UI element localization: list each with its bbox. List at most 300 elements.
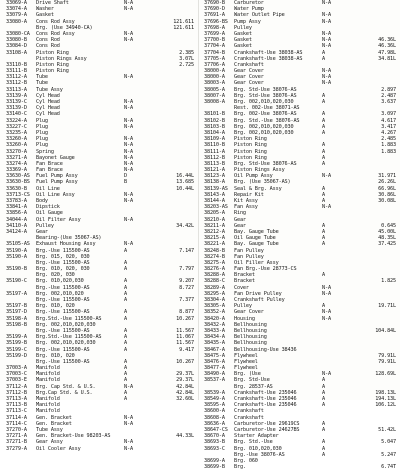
part-description: Brg. Std.-Use (234, 439, 273, 446)
part-description: Piston Ring (36, 61, 69, 68)
part-description: Brg. 002,010,020,030 (234, 129, 294, 136)
part-number: 33139-C (6, 99, 27, 105)
part-number: 38420-A (204, 315, 225, 322)
part-description: Pulley (234, 303, 252, 310)
part-description: Body (36, 198, 48, 204)
part-description: Oil Pump Assy (234, 173, 273, 180)
part-price: 30.08L (378, 198, 396, 204)
availability-code: N-A (124, 191, 133, 198)
part-description: Washer (36, 6, 54, 13)
part-description: Manifold (36, 396, 60, 402)
part-description: Fuel Pump Assy (36, 179, 78, 186)
part-number: 38003-A (204, 80, 225, 87)
part-price: 4.267 (381, 129, 396, 136)
availability-code: A (322, 389, 325, 396)
part-description: Cover (234, 284, 249, 291)
availability-code: A (124, 309, 127, 316)
part-description: Starter Adapter (234, 433, 279, 440)
part-number: 38476-A (204, 358, 225, 365)
availability-code: N-A (124, 6, 133, 13)
part-number: 37690-B (204, 0, 225, 6)
availability-code: N-A (124, 37, 133, 44)
part-number: 38304-A (204, 297, 225, 303)
part-number: 38111-A (204, 148, 225, 155)
part-price: 106.12L (375, 402, 396, 409)
part-number: 33111-B (6, 68, 27, 75)
availability-code: N-A (322, 315, 331, 322)
part-number: 37706-A (204, 61, 225, 68)
part-number: 33274-A (6, 160, 27, 167)
part-price: 7.147 (179, 247, 194, 254)
part-price: 6.74T (381, 464, 396, 470)
part-number: 35199-C (6, 346, 27, 353)
part-description: Gen. Bracket-Use 98203-AS (36, 433, 111, 440)
part-description: Crankshaft (234, 61, 264, 68)
part-description: Flywheel (234, 352, 258, 359)
part-description: Brg. 010, 020 (36, 352, 75, 359)
part-price: 2.385 (179, 49, 194, 56)
part-description: Gasket (36, 12, 54, 19)
part-number: 38467-A (204, 346, 225, 353)
part-description: Brg. 010, 020 (36, 303, 75, 310)
part-description: Piston Rings Assy (36, 55, 87, 62)
availability-code: A (322, 396, 325, 402)
availability-code: A (124, 334, 127, 341)
part-number: 38139-AS (204, 185, 228, 192)
part-description: Oil Filter Assy (36, 216, 81, 223)
part-number: 38143-A (204, 191, 225, 198)
part-number: 35197-A (6, 290, 27, 297)
availability-code: N-A (124, 414, 133, 421)
part-number: 38352-A (204, 309, 225, 316)
availability-code: N-A (124, 383, 133, 390)
part-description: Manifold (36, 408, 60, 415)
availability-code: A (124, 327, 127, 334)
part-price: 121.611 (173, 24, 194, 31)
part-price: 42.84L (176, 383, 194, 390)
availability-code: A (124, 377, 127, 384)
part-price: 7.797 (179, 266, 194, 273)
part-price: 45.00L (378, 228, 396, 235)
availability-code: N-A (124, 420, 133, 427)
part-number: 37698-A (204, 24, 225, 31)
availability-code: A (322, 445, 325, 452)
part-description: Gear Cover (234, 309, 264, 316)
availability-code: N-A (322, 18, 331, 25)
parts-column-right (204, 0, 396, 470)
part-description: Brg. Std-Use 38076-AS (234, 92, 297, 99)
availability-code: A (322, 222, 325, 229)
part-number: 37705-A (204, 55, 225, 62)
availability-code: N-A (124, 160, 133, 167)
part-number: 35190-A (6, 247, 27, 254)
part-number: 38670-A (204, 433, 225, 440)
part-number: 38595-A (204, 402, 225, 409)
part-number: 38000-A (204, 68, 225, 75)
part-number: 33079-A (6, 12, 27, 19)
part-number: 38008-A (204, 99, 225, 105)
availability-code: A (322, 111, 325, 118)
part-price: 104.84L (375, 327, 396, 334)
part-description: Piston Ring (234, 136, 267, 143)
part-number: 37690-D (204, 6, 225, 13)
part-number: 37696-BS (204, 18, 228, 25)
part-description: Bellhousing (234, 334, 267, 341)
part-description: Brg.-Use 115500-AS (36, 259, 90, 266)
part-price: 51.42L (378, 426, 396, 433)
part-price: 11.067 (176, 334, 194, 341)
availability-code: A (322, 191, 325, 198)
part-number: 38113-B (204, 160, 225, 167)
part-price: 2.897 (381, 86, 396, 93)
part-price: 1.883 (381, 142, 396, 149)
part-number: 33260-A (6, 136, 27, 143)
part-number: 37271-A (6, 433, 27, 440)
availability-code: N-A (124, 99, 133, 105)
part-number: 35198-A (6, 315, 27, 322)
part-description: Gasket (234, 37, 252, 44)
part-number: 38305-A (204, 303, 225, 310)
availability-code: A (322, 228, 325, 235)
part-number: 38600-A (204, 408, 225, 415)
part-number: 38537-A (204, 377, 225, 384)
part-number: 38289-A (204, 284, 225, 291)
part-number: 33110-B (6, 61, 27, 68)
part-description: Bellhousing-Use 38436 (234, 346, 297, 353)
availability-code: A (322, 198, 325, 204)
part-number: 38608-A (204, 414, 225, 421)
part-number: 33112-A (6, 74, 27, 81)
part-description: Bay. Gauge Tube (234, 241, 279, 248)
part-number: 33080-A (6, 18, 27, 25)
availability-code: N-A (322, 284, 331, 291)
part-price: 3.097 (381, 111, 396, 118)
part-price: 9.417 (179, 346, 194, 353)
part-description: Gasket (234, 43, 252, 50)
part-price: 11.567 (176, 340, 194, 347)
part-number: 33074-A (6, 6, 27, 13)
part-number: 34044-A (6, 216, 27, 223)
part-description: Piston Ring (234, 142, 267, 149)
part-price: 48.35L (378, 235, 396, 242)
availability-code: N-A (124, 216, 133, 223)
part-number: 38647-CS (204, 426, 228, 433)
availability-code: N-A (322, 290, 331, 297)
part-price: 29.37L (176, 377, 194, 384)
part-description: Crankshaft-Use 235046 (234, 396, 297, 402)
part-price: 0.645 (381, 222, 396, 229)
availability-code: N-A (124, 445, 133, 452)
part-price: 30.86L (378, 191, 396, 198)
part-price: 9.207 (179, 278, 194, 285)
part-number: 33112-B (6, 80, 27, 87)
part-description: Gear Cover (234, 80, 264, 87)
part-number: 37003-C (6, 371, 27, 378)
part-description: Cyl Head (36, 105, 60, 112)
part-number: 38000-A (204, 74, 225, 81)
part-description: Piston Ring (36, 68, 69, 75)
part-description: Plug (36, 117, 48, 124)
part-description: Pump Assy (234, 18, 261, 25)
part-description: Piston Ring (36, 49, 69, 56)
part-description: Gasket (234, 30, 252, 37)
part-number: 33139-D (6, 105, 27, 112)
part-number: 33260-A (6, 142, 27, 149)
part-description: Gear Assy (36, 439, 63, 446)
part-description: Brg.Cap Std. & U.S. (36, 389, 93, 396)
availability-code: A (322, 148, 325, 155)
part-number: 38549-A (204, 396, 225, 402)
part-number: 37113-C (6, 408, 27, 415)
part-number: 38101-B (204, 111, 225, 118)
part-description: Brg.-Use 115500-AS (36, 297, 90, 303)
part-number: 37112-B (6, 389, 27, 396)
part-price: 42.84L (176, 389, 194, 396)
part-number: 35190-B (6, 266, 27, 273)
part-description: Flywheel (234, 365, 258, 372)
availability-code: A (124, 266, 127, 273)
part-price: 5.247 (381, 451, 396, 458)
availability-code: A (124, 284, 127, 291)
part-number: 38477-A (204, 365, 225, 372)
availability-code: A (322, 241, 325, 248)
part-description: Gear (234, 216, 246, 223)
part-description: Bracket (234, 278, 255, 285)
part-price: 44.33L (176, 433, 194, 440)
part-description: Oil Line (36, 185, 60, 192)
part-description: Gear (234, 222, 246, 229)
availability-code: A (322, 235, 325, 242)
part-description: Manifold (36, 377, 60, 384)
part-description: Bellhousing (234, 321, 267, 328)
availability-code: D (124, 173, 127, 180)
part-description: Manifold (36, 402, 60, 409)
part-price: 79.91L (378, 358, 396, 365)
part-description: Brg. 015, 020, 030 (36, 253, 90, 260)
part-price: 66.96L (378, 185, 396, 192)
part-price: 3.07L (179, 55, 194, 62)
part-description: Seal & Brg. Assy (234, 185, 282, 192)
availability-code: A (322, 129, 325, 136)
part-description: Brg.-Use 115500-AS (36, 358, 90, 365)
part-number: 37270-A (6, 426, 27, 433)
part-number: 33108-A (6, 49, 27, 56)
part-number: 33856-A (6, 210, 27, 217)
part-description: Brg. 002,010,020,030 (234, 123, 294, 130)
part-description: Brg. 002,010,020,030 (36, 321, 96, 328)
part-price: 31.971 (378, 173, 396, 180)
part-description: Brg. 002,010,020,030 (36, 340, 96, 347)
part-number: 33270-A (6, 148, 27, 155)
part-description: Cons Rod Assy (36, 30, 75, 37)
part-description: Fuel Pump Assy (36, 173, 78, 180)
part-price: 8.727 (179, 284, 194, 291)
part-description: Manifold (36, 365, 60, 372)
part-description: Carburetor-Use 24627BS (234, 426, 300, 433)
part-number: 38276-A (204, 266, 225, 273)
part-number: 37279-A (6, 445, 27, 452)
availability-code: A (322, 154, 325, 161)
part-description: Brg. Std-Use 38076-AS (234, 160, 297, 167)
availability-code: N-A (322, 30, 331, 37)
part-price: 26.26L (378, 179, 396, 186)
part-number: 35190-C (6, 278, 27, 285)
column-divider (198, 0, 199, 400)
availability-code: N-A (124, 117, 133, 124)
part-description: Plug (36, 123, 48, 130)
part-number: 37271-B (6, 439, 27, 446)
availability-code: A (322, 160, 325, 167)
availability-code: N-A (124, 136, 133, 143)
availability-code: A (124, 247, 127, 254)
availability-code: A (124, 290, 127, 297)
part-description: Fan Drive Pulley (234, 290, 282, 297)
availability-code: N-A (124, 105, 133, 112)
part-number: 35197-D (6, 309, 27, 316)
part-price: 46.36L (378, 37, 396, 44)
part-price: 5.047 (381, 439, 396, 446)
part-number: 35197-B (6, 303, 27, 310)
part-description: Repair Kit (234, 191, 264, 198)
part-description: Brg. 010, 020, 030 (36, 266, 90, 273)
part-number: 33271-A (6, 154, 27, 161)
part-number: 37704-B (204, 49, 225, 56)
part-number: 35199-D (6, 352, 27, 359)
availability-code: N-A (322, 0, 331, 6)
availability-code: N-A (322, 173, 331, 180)
part-price: 10.44L (176, 185, 194, 192)
part-description: Crankshaft-Use 38038-AS (234, 49, 303, 56)
part-number: 38434-A (204, 334, 225, 341)
part-description: Brg. 010,020,030 (234, 445, 282, 452)
part-number: 37003-E (6, 377, 27, 384)
part-number: 38490-A (204, 371, 225, 378)
part-description: Oil Line Assy (36, 191, 75, 198)
part-description: Plug (36, 136, 48, 143)
part-description: Brg.Std.-Use 115500-AS (36, 334, 102, 341)
availability-code: A (124, 340, 127, 347)
part-number: 34110-A (6, 222, 27, 229)
part-description: Plug (36, 142, 48, 149)
part-price: 32.60L (176, 396, 194, 402)
availability-code: N-A (124, 198, 133, 204)
part-description: Water Outlet Pipe (234, 12, 285, 19)
part-number: 33139-A (6, 92, 27, 99)
availability-code: A (124, 346, 127, 353)
part-description: Pulley (36, 222, 54, 229)
part-price: 13.685 (176, 179, 194, 186)
availability-code: N-A (322, 68, 331, 75)
availability-code: A (322, 123, 325, 130)
part-description: Piston Ring (234, 154, 267, 161)
part-number: 38274-B (204, 253, 225, 260)
availability-code: A (322, 426, 325, 433)
part-number: 38248-B (204, 247, 225, 254)
part-number: 38138-A (204, 179, 225, 186)
part-description: Brg.Std.-Use 115500-AS (36, 315, 102, 322)
part-description: Brg. 010,020,030 (36, 278, 84, 285)
part-description: Bayonet Gauge (36, 154, 75, 161)
part-description: Brg. Std-Use 38076-AS (234, 86, 297, 93)
availability-code: A (124, 315, 127, 322)
part-description: Dipstick (36, 204, 60, 211)
part-number: 38475-A (204, 352, 225, 359)
part-description: Fan Brace (36, 160, 63, 167)
part-price: 19.71L (378, 303, 396, 310)
part-description: Oil Filler Assy (234, 259, 279, 266)
part-price: 10.267 (176, 358, 194, 365)
part-description: Fan Brg.-Use 28773-CS (234, 266, 297, 273)
availability-code: A (322, 451, 325, 458)
part-description: Plug (36, 129, 48, 136)
part-description: Tube Assy (36, 86, 63, 93)
availability-code: A (322, 92, 325, 99)
availability-code: N-A (322, 80, 331, 87)
part-description: Rest. 002-Use 38071-AS (234, 105, 300, 112)
part-description: Brg. 020, 030 (36, 272, 75, 279)
part-description: Brg. (Use 34940-CA) (36, 24, 93, 31)
part-number: 33069-A (6, 0, 27, 6)
part-number: 38110-B (204, 142, 225, 149)
part-description: Drive Shaft (36, 0, 69, 6)
part-number: 38121-A (204, 167, 225, 174)
part-description: Brg. (234, 464, 246, 470)
part-description: Flywheel (234, 358, 258, 365)
part-number: 38212-A (204, 228, 225, 235)
part-price: 16.44L (176, 173, 194, 180)
part-description: Crankshaft (234, 414, 264, 421)
part-description: Cyl Head (36, 111, 60, 118)
part-number: 38102-B (204, 117, 225, 124)
availability-code: A (322, 402, 325, 409)
part-description: Bellhousing (234, 327, 267, 334)
part-description: Brg.-Use 115500-AS (36, 346, 90, 353)
part-description: Housing (234, 315, 255, 322)
part-description: Gear (36, 228, 48, 235)
part-number: 33630-B (6, 185, 27, 192)
part-number: 35198-B (6, 321, 27, 328)
part-price: 7.377 (179, 297, 194, 303)
part-number: 38103-B (204, 123, 225, 130)
part-description: Carburetor (234, 0, 264, 6)
part-number: 37114-A (6, 414, 27, 421)
part-description: Brg. 002-Use 38076-AS (234, 111, 297, 118)
part-price: 121.611 (173, 18, 194, 25)
availability-code: A (124, 278, 127, 285)
availability-code: A (124, 371, 127, 378)
part-number: 33224-A (6, 117, 27, 124)
part-description: Crankshaft-Use 38038-AS (234, 55, 303, 62)
availability-code: A (124, 259, 127, 266)
availability-code: A (124, 358, 127, 365)
part-number: 38109-A (204, 136, 225, 143)
part-description: Brg. (Use (234, 371, 261, 378)
part-description: Crankshaft-Use 235046 (234, 402, 297, 409)
part-description: Kit Assy (234, 198, 258, 204)
part-description: Gen. Bracket (36, 420, 72, 427)
availability-code: N-A (322, 74, 331, 81)
part-number: 33841-A (6, 204, 27, 211)
part-description: Cyl Head (36, 92, 60, 99)
part-number: 38433-A (204, 327, 225, 334)
part-price: 11.567 (176, 327, 194, 334)
availability-code: A (124, 389, 127, 396)
part-number: 38288-C (204, 278, 225, 285)
part-price: 198.13L (375, 389, 396, 396)
part-description: Brg. Std.-Use 38076-AS (234, 117, 300, 124)
part-price: 47.98L (378, 49, 396, 56)
part-price: 34.42L (176, 222, 194, 229)
